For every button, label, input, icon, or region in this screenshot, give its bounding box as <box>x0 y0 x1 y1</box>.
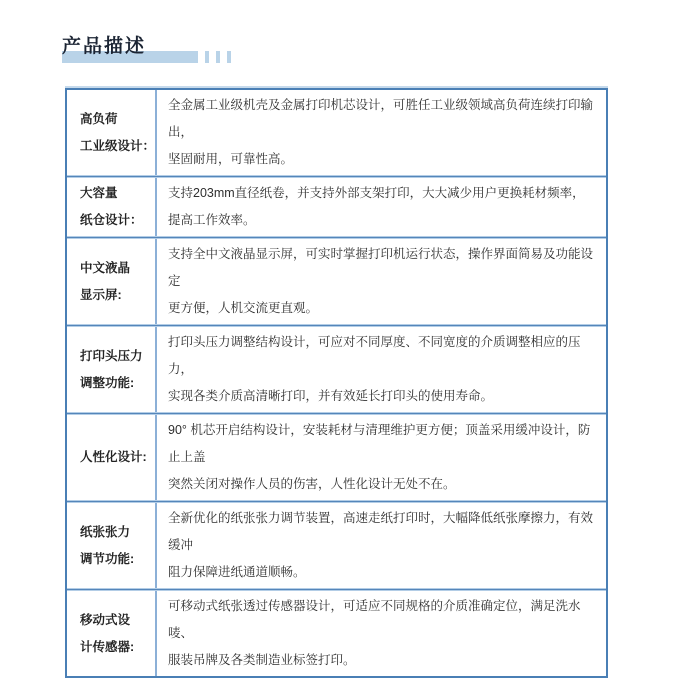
decor-tick-icon <box>216 51 220 63</box>
feature-label <box>67 503 157 588</box>
feature-label-line: 中文液晶 <box>80 260 131 275</box>
feature-description-line: 更方便，人机交流更直观。 <box>168 301 319 315</box>
feature-description <box>157 178 606 236</box>
feature-description-line: 可移动式纸张透过传感器设计，可适应不同规格的介质准确定位，满足洗水唛、 <box>168 599 581 640</box>
feature-description-line: 坚固耐用，可靠性高。 <box>168 152 294 166</box>
feature-label-line: 调节功能: <box>80 551 135 566</box>
feature-label-line: 工业级设计： <box>80 138 156 153</box>
feature-label-line: 移动式设 <box>80 612 131 627</box>
feature-label <box>67 327 157 412</box>
feature-label <box>67 178 157 236</box>
table-row <box>67 239 606 324</box>
feature-description-line: 实现各类介质高清晰打印，并有效延长打印头的使用寿命。 <box>168 389 494 403</box>
table-row <box>67 178 606 236</box>
feature-description-line: 突然关闭对操作人员的伤害，人性化设计无处不在。 <box>168 477 456 491</box>
table-row <box>67 327 606 412</box>
feature-description <box>157 503 606 588</box>
feature-description <box>157 90 606 175</box>
feature-label-line: 调整功能: <box>80 375 135 390</box>
decor-tick-icon <box>227 51 231 63</box>
feature-description <box>157 239 606 324</box>
feature-description <box>157 327 606 412</box>
title-decor-ticks <box>205 51 231 63</box>
feature-description-line: 打印头压力调整结构设计，可应对不同厚度、不同宽度的介质调整相应的压力， <box>168 335 581 376</box>
feature-description-line: 全金属工业级机壳及金属打印机芯设计，可胜任工业级领域高负荷连续打印输出， <box>168 98 594 139</box>
feature-description <box>157 415 606 500</box>
feature-description-line: 支持全中文液晶显示屏，可实时掌握打印机运行状态，操作界面简易及功能设定 <box>168 247 594 288</box>
decor-tick-icon <box>205 51 209 63</box>
feature-label-line: 计传感器: <box>80 639 135 654</box>
table-row <box>67 591 606 676</box>
feature-description-line: 阻力保障进纸通道顺畅。 <box>168 565 306 579</box>
feature-label <box>67 90 157 175</box>
section-header <box>62 34 146 64</box>
feature-description-line: 提高工作效率。 <box>168 213 256 227</box>
table-row <box>67 90 606 175</box>
feature-description <box>157 591 606 676</box>
feature-description-line: 90° 机芯开启结构设计，安装耗材与清理维护更方便；顶盖采用缓冲设计，防止上盖 <box>168 423 591 464</box>
table-row <box>67 415 606 500</box>
feature-label-line: 人性化设计: <box>80 450 147 464</box>
feature-label-line: 大容量 <box>80 186 118 200</box>
feature-description-line: 全新优化的纸张张力调节装置，高速走纸打印时，大幅降低纸张摩擦力，有效缓冲 <box>168 511 594 552</box>
feature-description-line: 服装吊牌及各类制造业标签打印。 <box>168 653 356 667</box>
feature-label <box>67 239 157 324</box>
feature-label-line: 打印头压力 <box>80 348 143 363</box>
feature-label <box>67 591 157 676</box>
page-title: 产品描述 <box>62 36 147 57</box>
feature-label <box>67 415 157 500</box>
feature-label-line: 显示屏: <box>80 287 122 302</box>
feature-label-line: 纸张张力 <box>80 524 131 539</box>
feature-label-line: 高负荷 <box>80 111 118 126</box>
table-row <box>67 503 606 588</box>
product-description-table <box>65 88 608 678</box>
feature-label-line: 纸仓设计： <box>80 213 143 227</box>
feature-description-line: 支持203mm直径纸卷，并支持外部支架打印，大大减少用户更换耗材频率， <box>168 186 585 200</box>
